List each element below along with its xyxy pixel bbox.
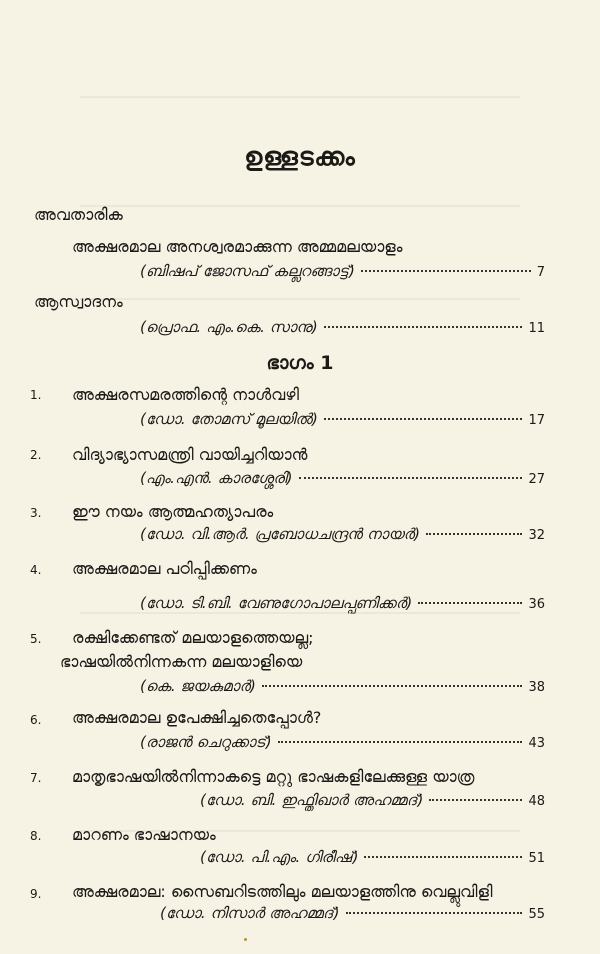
appreciation-page: 11 [528, 321, 545, 336]
entry-number: 2. [30, 448, 42, 462]
entry-title: അക്ഷരസമരത്തിന്റെ നാൾവഴി [72, 385, 299, 404]
entry-title: രക്ഷിക്കേണ്ടത് മലയാളത്തെയല്ല; [72, 628, 314, 647]
entry-author: (എം.എൻ. കാരശ്ശേരി) [140, 469, 293, 487]
dot-leader [426, 533, 522, 535]
entry-author-line [160, 904, 545, 922]
entry-author-line [140, 410, 545, 428]
entry-page: 38 [528, 680, 545, 695]
entry-title-line2: ഭാഷയിൽനിന്നകന്ന മലയാളിയെ [60, 652, 303, 671]
entry-title: ഈ നയം ആത്മഹത്യാപരം [72, 502, 274, 521]
intro-author: (ബിഷപ് ജോസഫ് കല്ലറങ്ങാട്ട്) [140, 262, 355, 280]
entry-author: (ഡോ. വി.ആർ. പ്രബോധചന്ദ്രൻ നായർ) [140, 525, 421, 543]
entry-author: (രാജൻ ചെറുക്കാട്) [140, 733, 272, 751]
entry-number: 3. [30, 506, 42, 520]
entry-author-line [140, 594, 545, 612]
entry-page: 32 [528, 528, 545, 543]
entry-author-line [140, 677, 545, 695]
dot-leader [361, 270, 531, 272]
entry-title: മാതൃഭാഷയിൽനിന്നാകട്ടെ മറ്റു ഭാഷകളിലേക്കുള്ള യാത്ര [72, 767, 475, 786]
entry-title: അക്ഷരമാല പഠിപ്പിക്കണം [72, 559, 257, 578]
show-through-line [80, 612, 520, 614]
intro-page: 7 [536, 265, 545, 280]
print-speck [244, 938, 247, 941]
entry-number: 6. [30, 713, 42, 727]
dot-leader [429, 799, 522, 801]
dot-leader [324, 418, 523, 420]
entry-author: (ഡോ. നിസാർ അഹമ്മദ്) [160, 904, 340, 922]
dot-leader [299, 477, 523, 479]
page-title: ഉള്ളടക്കം [244, 142, 356, 171]
entry-page: 17 [528, 413, 545, 428]
entry-number: 1. [30, 388, 42, 402]
entry-title: അക്ഷരമാല ഉപേക്ഷിച്ചതെപ്പോൾ? [72, 708, 322, 727]
show-through-line [80, 298, 520, 300]
entry-number: 9. [30, 887, 42, 901]
entry-page: 36 [528, 597, 545, 612]
entry-number: 4. [30, 563, 42, 577]
entry-page: 51 [528, 851, 545, 866]
entry-author-line [140, 733, 545, 751]
entry-page: 27 [528, 472, 545, 487]
appreciation-label: ആസ്വാദനം [34, 292, 123, 311]
entry-page: 55 [528, 907, 545, 922]
dot-leader [262, 685, 523, 687]
dot-leader [278, 741, 523, 743]
appreciation-author: (പ്രൊഫ. എം.കെ. സാനു) [140, 318, 318, 336]
entry-title: അക്ഷരമാല: സൈബറിടത്തിലും മലയാളത്തിനു വെല്ലുവിളി [72, 882, 493, 901]
show-through-line [80, 205, 520, 207]
entry-number: 8. [30, 829, 42, 843]
entry-author-line [140, 469, 545, 487]
show-through-line [80, 96, 520, 98]
entry-page: 48 [528, 794, 545, 809]
entry-author-line [200, 791, 545, 809]
entry-author: (ഡോ. തോമസ് മൂലയിൽ) [140, 410, 318, 428]
dot-leader [324, 326, 523, 328]
entry-title: മാറണം ഭാഷാനയം [72, 825, 216, 844]
entry-author-line [140, 525, 545, 543]
intro-label: അവതാരിക [34, 205, 123, 224]
entry-author: (കെ. ജയകുമാർ) [140, 677, 256, 695]
entry-number: 7. [30, 771, 42, 785]
dot-leader [346, 912, 523, 914]
entry-title: വിദ്യാഭ്യാസമന്ത്രി വായിച്ചറിയാൻ [72, 445, 308, 464]
intro-title: അക്ഷരമാല അനശ്വരമാക്കുന്ന അമ്മമലയാളം [72, 237, 403, 256]
appreciation-author-line [140, 318, 545, 336]
part-heading: ഭാഗം 1 [266, 352, 334, 374]
entry-author: (ഡോ. പി.എം. ഗിരീഷ്) [200, 848, 359, 866]
entry-number: 5. [30, 632, 42, 646]
entry-author: (ഡോ. ബി. ഇഫ്തിഖാർ അഹമ്മദ്) [200, 791, 424, 809]
entry-author: (ഡോ. ടി.ബി. വേണുഗോപാലപ്പണിക്കർ) [140, 594, 413, 612]
dot-leader [364, 856, 522, 858]
entry-author-line [200, 848, 545, 866]
intro-author-line [140, 262, 545, 280]
dot-leader [418, 602, 522, 604]
entry-page: 43 [528, 736, 545, 751]
